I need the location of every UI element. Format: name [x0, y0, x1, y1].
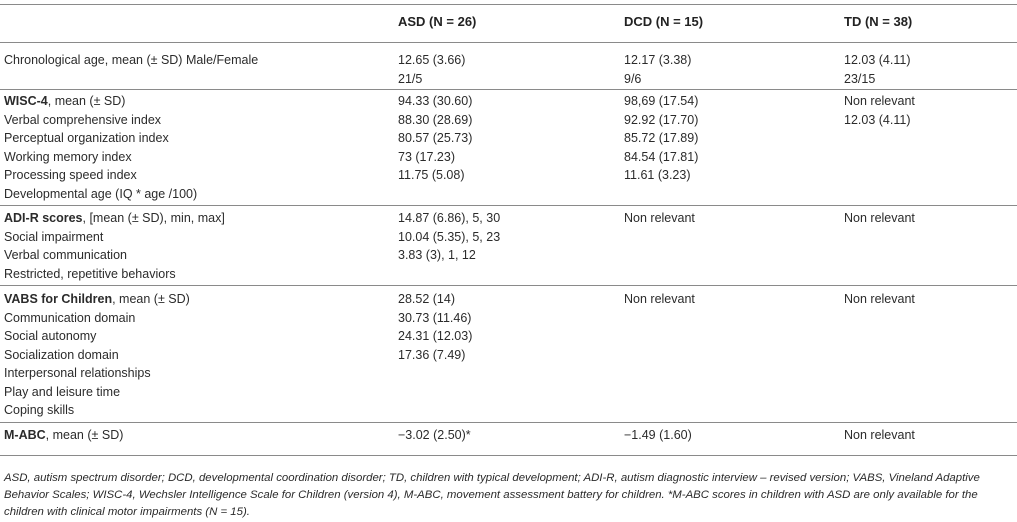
cell-age-td: 12.03 (4.11): [844, 53, 911, 67]
cell-adir-asd: 14.87 (6.86), 5, 30: [398, 211, 501, 225]
header-rule: [0, 42, 1017, 43]
row-label-age: Chronological age, mean (± SD) Male/Female: [4, 53, 259, 67]
wisc-title: WISC-4: [4, 94, 48, 108]
row-label-mabc: [4, 426, 123, 444]
header-td: TD (N = 38): [844, 14, 913, 29]
row-label-interpersonal: Interpersonal relationships: [4, 366, 151, 380]
mabc-title: M-ABC: [4, 428, 46, 442]
row-label-social: Social impairment: [4, 229, 104, 244]
cell-verbal-dcd: 92.92 (17.70): [624, 112, 699, 127]
row-label-perceptual: Perceptual organization index: [4, 131, 169, 145]
cell-wisc-td: Non relevant: [844, 94, 915, 108]
row-label-coping: Coping skills: [4, 403, 75, 417]
cell-vabs-td: Non relevant: [844, 292, 915, 306]
row-label-wisc: [4, 92, 125, 110]
cell-age-asd: 12.65 (3.66): [398, 53, 466, 67]
cell-vabs-asd: 28.52 (14): [398, 292, 455, 306]
wisc-suffix: , mean (± SD): [47, 94, 126, 108]
section-rule: [0, 285, 1017, 286]
row-label-autonomy: Social autonomy: [4, 329, 97, 343]
cell-wisc-dcd: 98,69 (17.54): [624, 94, 699, 108]
header-asd: ASD (N = 26): [398, 14, 477, 29]
row-label-adir: [4, 209, 225, 227]
header-dcd: DCD (N = 15): [624, 14, 704, 29]
row-label-restricted: Restricted, repetitive behaviors: [4, 266, 176, 281]
cell-autonomy-asd: 24.31 (12.03): [398, 329, 473, 343]
cell-commdomain-asd: 30.73 (11.46): [398, 310, 472, 325]
vabs-title: VABS for Children: [4, 292, 113, 306]
cell-age-dcd: 12.17 (3.38): [624, 53, 692, 67]
row-label-devage: Developmental age (IQ * age /100): [4, 186, 198, 201]
row-label-speed: Processing speed index: [4, 168, 137, 182]
section-rule: [0, 205, 1017, 206]
adir-suffix: , [mean (± SD), min, max]: [82, 211, 225, 225]
row-label-commdomain: Communication domain: [4, 310, 136, 325]
cell-wisc-asd: 94.33 (30.60): [398, 94, 473, 108]
cell-memory-asd: 73 (17.23): [398, 149, 455, 164]
cell-perceptual-asd: 80.57 (25.73): [398, 131, 473, 145]
row-label-socialization: Socialization domain: [4, 347, 119, 362]
row-label-verbalcomm: Verbal communication: [4, 248, 127, 262]
row-label-verbal: Verbal comprehensive index: [4, 112, 162, 127]
cell-socialization-asd: 17.36 (7.49): [398, 347, 466, 362]
mabc-suffix: , mean (± SD): [45, 428, 124, 442]
row-label-vabs: [4, 290, 190, 308]
cell-verbal-asd: 88.30 (28.69): [398, 112, 473, 127]
bottom-rule: [0, 455, 1017, 456]
row-label-memory: Working memory index: [4, 149, 132, 164]
cell-vabs-dcd: Non relevant: [624, 292, 695, 306]
cell-perceptual-dcd: 85.72 (17.89): [624, 131, 699, 145]
vabs-suffix: , mean (± SD): [112, 292, 190, 306]
top-rule: [0, 4, 1017, 5]
section-rule: [0, 89, 1017, 90]
cell-verbal-td: 12.03 (4.11): [844, 112, 911, 127]
cell-sex-td: 23/15: [844, 71, 876, 86]
cell-sex-asd: 21/5: [398, 71, 423, 86]
cell-verbalcomm-asd: 3.83 (3), 1, 12: [398, 248, 476, 262]
cell-mabc-asd: −3.02 (2.50)*: [398, 428, 471, 442]
section-rule: [0, 422, 1017, 423]
row-label-play: Play and leisure time: [4, 384, 121, 399]
adir-title: ADI-R scores: [4, 211, 83, 225]
cell-sex-dcd: 9/6: [624, 71, 642, 86]
cell-memory-dcd: 84.54 (17.81): [624, 149, 699, 164]
cell-mabc-dcd: −1.49 (1.60): [624, 428, 692, 442]
table-footnote: ASD, autism spectrum disorder; DCD, developmental coordination disorder; TD, children with typical development; ADI-R, autism diagnostic interview – revised version; VABS, Vineland Adaptive Behavior Scales; WISC-4, Wechsler Intelligence Scale for Children (version 4), M-ABC, movement assessment battery for children. *M-ABC scores in children with ASD are only available for the children with clinical motor impairments (N = 15).: [4, 472, 980, 519]
cell-mabc-td: Non relevant: [844, 428, 915, 442]
cell-adir-td: Non relevant: [844, 211, 915, 225]
cell-adir-dcd: Non relevant: [624, 211, 695, 225]
cell-social-asd: 10.04 (5.35), 5, 23: [398, 229, 501, 244]
cell-speed-asd: 11.75 (5.08): [398, 168, 465, 182]
cell-speed-dcd: 11.61 (3.23): [624, 168, 691, 182]
